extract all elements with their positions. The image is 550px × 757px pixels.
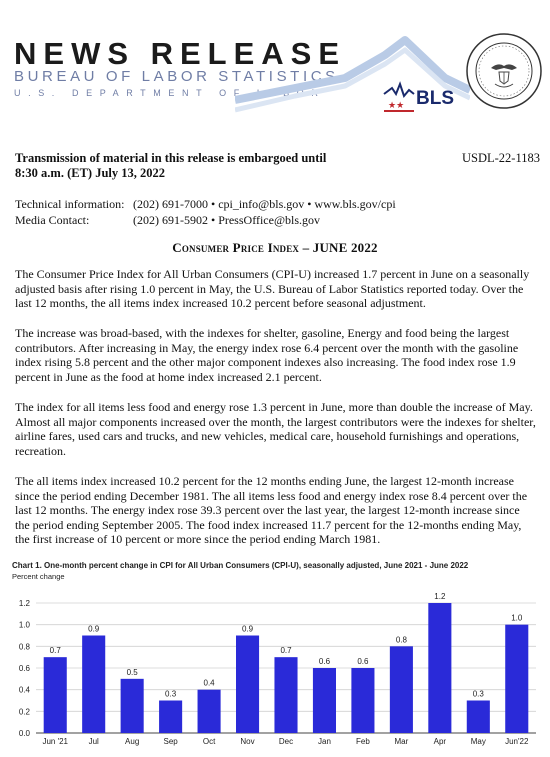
x-tick-label: Oct [202, 737, 216, 746]
bar [198, 690, 221, 733]
embargo-line-1: Transmission of material in this release is embargoed until [15, 151, 327, 165]
x-tick-label: Apr [433, 737, 447, 746]
technical-contact-row [15, 196, 396, 212]
x-tick-label: Mar [394, 737, 409, 746]
y-tick-label: 0.6 [18, 664, 30, 673]
bls-logo-text: BLS [416, 88, 454, 109]
bar [313, 668, 336, 733]
release-id: USDL-22-1183 [462, 151, 541, 165]
bar-value-label: 0.5 [126, 667, 138, 677]
paragraph: The all items index increased 10.2 percent for the 12 months ending June, the largest 12-month increase since the period ending December 1981. The all items less food and energy index rose 8.4 percent over the last 12 months. The energy index rose 39.3 percent over the last year, the largest 12-month increase since the period ending September 2005. The food index increased 11.7 percent for the 12-months ending May, the first increase of 10 percent or more since the period ending March 1981. [15, 474, 528, 547]
bar-value-label: 0.9 [88, 624, 100, 634]
bar-value-label: 1.2 [434, 592, 446, 601]
y-tick-label: 1.0 [18, 620, 30, 630]
bar [467, 701, 490, 734]
paragraph: The index for all items less food and energy rose 1.3 percent in June, more than double the increase of May. Almost all major components increased over the month, the largest contributors were the indexes for shelter, airline fares, used cars and trucks, and new vehicles, medical care, household furnishings and operations, recreation. [15, 400, 536, 458]
x-tick-label: May [470, 737, 486, 746]
bar [390, 646, 413, 733]
bar-value-label: 0.8 [395, 635, 407, 645]
department-seal-icon [465, 32, 543, 110]
x-tick-label: Nov [240, 737, 255, 746]
x-tick-label: Feb [356, 737, 370, 746]
contact-info [15, 196, 396, 228]
bar-value-label: 0.6 [357, 657, 369, 666]
y-tick-label: 0.4 [18, 685, 30, 695]
document-title [0, 240, 550, 256]
bar [236, 636, 259, 734]
x-tick-label: Jun '21 [42, 737, 69, 746]
y-tick-label: 0.0 [18, 729, 30, 738]
x-tick-label: Jul [88, 737, 99, 746]
x-tick-label: Jun'22 [505, 737, 529, 746]
bar [351, 668, 374, 733]
bar-value-label: 0.3 [472, 689, 484, 699]
bar [121, 679, 144, 733]
bar [44, 657, 67, 733]
technical-label: Technical information: [15, 197, 125, 211]
x-tick-label: Dec [278, 737, 294, 746]
bar [82, 636, 105, 734]
bar [274, 657, 297, 733]
bar-value-label: 0.3 [165, 689, 177, 699]
y-tick-label: 0.2 [18, 707, 30, 717]
bar-value-label: 0.7 [49, 646, 61, 656]
paragraph: The increase was broad-based, with the indexes for shelter, gasoline, Energy and food being the largest contributors. After increasing in May, the energy index rose 6.4 percent over the month with the gasoline index rising 5.8 percent and the other major component indexes also increasing. The food index rose 1.9 percent in June as the food at home index increased 2.1 percent. [15, 326, 519, 384]
bar-value-label: 0.6 [318, 657, 331, 666]
svg-text:★★: ★★ [388, 100, 405, 110]
x-tick-label: Jan [318, 737, 331, 746]
x-tick-label: Sep [163, 737, 178, 746]
release-heading: NEWS RELEASE [14, 36, 347, 71]
media-contact-row [15, 212, 396, 228]
chart-title: Chart 1. One-month percent change in CPI for All Urban Consumers (CPI-U), seasonally adjusted, June 2021 - June 2022 [12, 561, 469, 570]
paragraph: The Consumer Price Index for All Urban Consumers (CPI-U) increased 1.7 percent in June on a seasonally adjusted basis after rising 1.0 percent in May, the U.S. Bureau of Labor Statistics reported today. Over the last 12 months, the all items index increased 10.2 percent before seasonal adjustment. [15, 267, 530, 311]
bar-value-label: 1.0 [511, 613, 523, 623]
bar-value-label: 0.7 [280, 646, 292, 656]
agency-name: BUREAU OF LABOR STATISTICS [14, 68, 339, 85]
media-value: (202) 691-5902 • PressOffice@bls.gov [133, 213, 321, 227]
embargo-notice [15, 151, 345, 181]
y-tick-label: 1.2 [18, 599, 30, 608]
media-label: Media Contact: [15, 213, 90, 227]
document-title-tail: – JUNE 2022 [299, 240, 378, 255]
bar [159, 701, 182, 734]
y-tick-label: 0.8 [18, 642, 30, 652]
chart-y-axis-label: Percent change [12, 572, 65, 581]
embargo-line-2: 8:30 a.m. (ET) July 13, 2022 [15, 166, 165, 180]
bar [505, 625, 528, 733]
department-name: U.S. DEPARTMENT OF LABOR [14, 88, 326, 98]
bar-value-label: 0.4 [203, 678, 215, 688]
x-tick-label: Aug [125, 737, 140, 746]
cpi-bar-chart [0, 585, 550, 753]
document-title-main: Consumer Price Index [172, 240, 300, 255]
technical-value: (202) 691-7000 • cpi_info@bls.gov • www.bls.gov/cpi [133, 197, 396, 211]
bar [428, 603, 451, 733]
bar-value-label: 0.9 [241, 624, 254, 634]
